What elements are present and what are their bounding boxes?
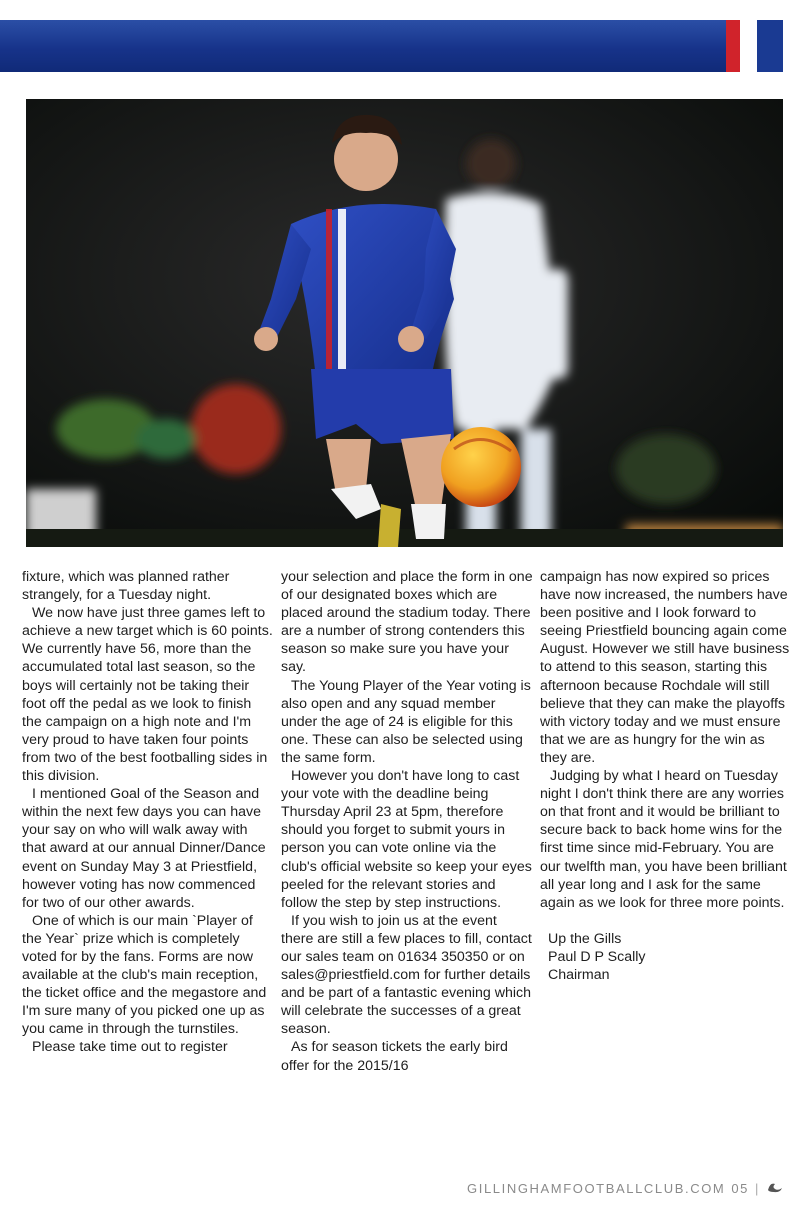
header-stripe-red (726, 20, 740, 72)
football-player-photo (26, 99, 783, 547)
footer-site: GILLINGHAMFOOTBALLCLUB.COM (467, 1181, 726, 1196)
signoff-name: Paul D P Scally (548, 948, 646, 965)
header-bar (0, 20, 783, 72)
footer-page-number: 05 (731, 1181, 750, 1196)
club-badge-icon (766, 1180, 784, 1197)
article-column-2 (281, 568, 533, 1075)
paragraph: However you don't have long to cast your vote with the deadline being Thursday April 23 at 5pm, therefore should you forget to submit yours in person you can vote online via the club's official website so keep your eyes peeled for the relevant stories and follow the step by step instructions. (281, 768, 532, 911)
paragraph: If you wish to join us at the event there are still a few places to fill, contact our sales team on 01634 350350 or on sales@priestfield.com for further details and be part of a fantastic evening which will celebrate the successes of a great season. (281, 912, 532, 1038)
paragraph: The Young Player of the Year voting is also open and any squad member under the age of 24 is eligible for this one. These can also be selected using the same form. (281, 677, 531, 766)
paragraph: One of which is our main `Player of the Year` prize which is completely voted for by the fans. Forms are now available at the club's main reception, the ticket office and the megastore and I'm sure many of you picked one up as you came in through the turnstiles. (22, 912, 267, 1038)
paragraph: Please take time out to register (32, 1039, 228, 1056)
paragraph: fixture, which was planned rather strangely, for a Tuesday night. (22, 569, 230, 604)
paragraph: Judging by what I heard on Tuesday night I don't think there are any worries on that front and it would be brilliant to secure back to back home wins for the first time since mid-February. You are our twelfth man, you have been brilliant all year long and I ask for the same again as we look for three more points. (540, 768, 787, 911)
paragraph: I mentioned Goal of the Season and within the next few days you can have your say on who will walk away with that award at our annual Dinner/Dance event on Sunday May 3 at Priestfield, however voting has now commenced for two of our other awards. (22, 786, 266, 911)
signoff (540, 930, 792, 984)
header-stripe-blue (757, 20, 783, 72)
paragraph: As for season tickets the early bird offer for the 2015/16 (281, 1039, 508, 1074)
signoff-line: Up the Gills (548, 930, 622, 947)
paragraph: campaign has now expired so prices have now increased, the numbers have been positive and I look forward to seeing Priestfield bouncing again come August. However we still have business to attend to this season, starting this afternoon because Rochdale will still believe that they can make the playoffs with victory today and we must ensure that we are as hungry for the win as they are. (540, 569, 790, 766)
page-footer (467, 1180, 784, 1197)
header-stripe-white (740, 20, 757, 72)
footer-separator: | (755, 1181, 760, 1196)
article-column-1 (22, 568, 274, 1057)
signoff-title: Chairman (548, 966, 610, 983)
article-column-3 (540, 568, 792, 984)
paragraph: We now have just three games left to achieve a new target which is 60 points. We currently have 56, more than the accumulated total last season, so the boys will certainly not be taking their foot off the pedal as we look to finish the campaign on a high note and I'm very proud to have taken four points from two of the best footballing sides in this division. (22, 605, 273, 785)
paragraph: your selection and place the form in one of our designated boxes which are placed around the stadium today. There are a number of strong contenders this season so make sure you have your say. (281, 569, 533, 676)
